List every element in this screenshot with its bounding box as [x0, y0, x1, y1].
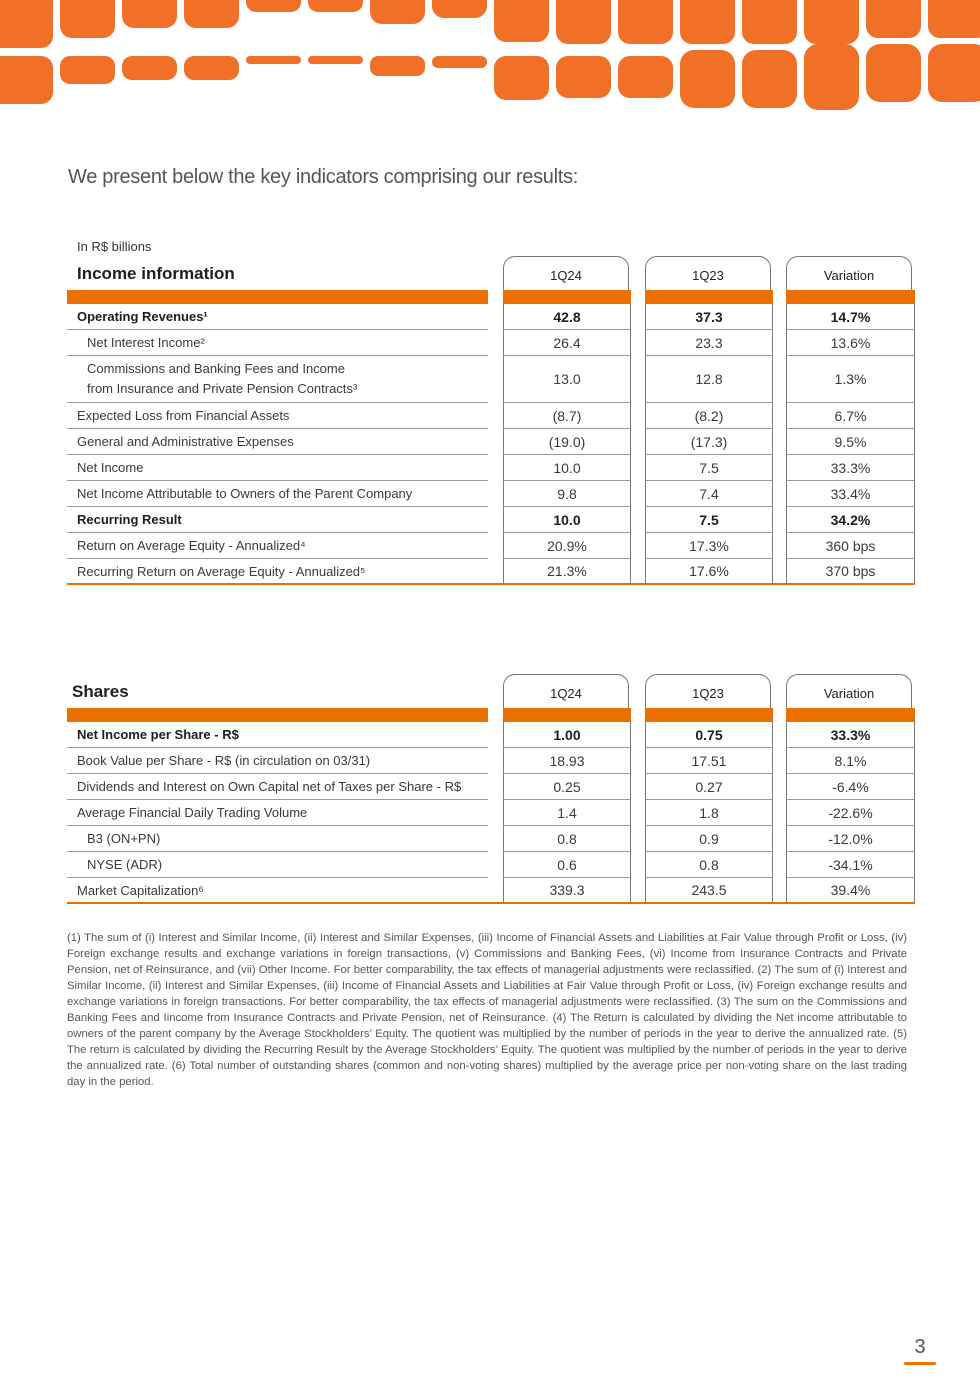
- value-1q24: 1.00: [503, 722, 631, 748]
- value-1q23: 7.5: [645, 455, 773, 481]
- value-variation: 33.4%: [786, 481, 915, 507]
- row-label-line: from Insurance and Private Pension Contracts³: [87, 381, 358, 396]
- value-variation: 370 bps: [786, 559, 915, 585]
- value-1q23: 23.3: [645, 330, 773, 356]
- row-label: Expected Loss from Financial Assets: [67, 403, 488, 429]
- page-number: 3: [914, 1336, 926, 1358]
- row-label: [67, 356, 488, 403]
- value-variation: 34.2%: [786, 507, 915, 533]
- value-variation: -12.0%: [786, 826, 915, 852]
- value-1q24: 42.8: [503, 304, 631, 330]
- column-header-1q24: 1Q24: [503, 256, 629, 290]
- value-variation: -22.6%: [786, 800, 915, 826]
- shares-table: [67, 674, 915, 904]
- table-row: [67, 330, 915, 356]
- shares-table-header: [67, 674, 915, 722]
- value-1q23: 17.3%: [645, 533, 773, 559]
- table-row: [67, 559, 915, 585]
- value-1q23: 7.4: [645, 481, 773, 507]
- income-table-title: Income information: [77, 264, 235, 283]
- header-strip: [503, 708, 631, 722]
- header-strip: [67, 290, 488, 304]
- row-label: NYSE (ADR): [67, 852, 488, 878]
- header-strip: [786, 290, 915, 304]
- income-table: [67, 256, 915, 585]
- value-1q24: 9.8: [503, 481, 631, 507]
- value-1q23: 17.51: [645, 748, 773, 774]
- table-row: [67, 356, 915, 403]
- value-1q23: 0.9: [645, 826, 773, 852]
- value-1q23: 1.8: [645, 800, 773, 826]
- value-1q24: 339.3: [503, 878, 631, 904]
- row-label: Net Income: [67, 455, 488, 481]
- value-1q23: 7.5: [645, 507, 773, 533]
- header-strip: [645, 290, 773, 304]
- row-label: Average Financial Daily Trading Volume: [67, 800, 488, 826]
- unit-label: In R$ billions: [77, 239, 152, 254]
- value-1q23: 0.8: [645, 852, 773, 878]
- value-1q24: 18.93: [503, 748, 631, 774]
- value-variation: 39.4%: [786, 878, 915, 904]
- value-variation: 9.5%: [786, 429, 915, 455]
- table-row: [67, 800, 915, 826]
- table-row: [67, 481, 915, 507]
- value-variation: -34.1%: [786, 852, 915, 878]
- table-row: [67, 774, 915, 800]
- table-row: [67, 455, 915, 481]
- income-table-header: [67, 256, 915, 304]
- table-row: [67, 748, 915, 774]
- row-label: Market Capitalization⁶: [67, 878, 488, 904]
- table-row: [67, 722, 915, 748]
- table-row: [67, 826, 915, 852]
- table-row: [67, 403, 915, 429]
- value-1q23: 0.75: [645, 722, 773, 748]
- column-header-1q24: 1Q24: [503, 674, 629, 708]
- header-pattern: [0, 0, 980, 110]
- table-row: [67, 507, 915, 533]
- row-label: Operating Revenues¹: [67, 304, 488, 330]
- value-1q24: 10.0: [503, 455, 631, 481]
- value-variation: 6.7%: [786, 403, 915, 429]
- shares-table-title: Shares: [72, 682, 129, 701]
- value-1q24: 0.25: [503, 774, 631, 800]
- table-row: [67, 533, 915, 559]
- value-1q23: (17.3): [645, 429, 773, 455]
- row-label: General and Administrative Expenses: [67, 429, 488, 455]
- footnotes: (1) The sum of (i) Interest and Similar Income, (ii) Interest and Similar Expenses, (iii) Income of Financial Assets and Liabilities at Fair Value through Profit or Loss, (iv) Foreign exchange results and exchange variations in foreign transactions, (v) Commissions and Banking Fees, (vi) Income from Insurance Contracts and Private Pension, net of Reinsurance, and (vii) Other Income. For better comparability, the tax effects of managerial adjustments were reclassified. (2) The sum of (i) Interest and Similar Income, (ii) Interest and Similar Expenses, (iii) Income of Financial Assets and Liabilities at Fair Value through Profit or Loss, (iv) Foreign exchange results and exchange variations in foreign transactions. For better comparability, the tax effects of managerial adjustments were reclassified. (3) The sum on the Commissions and Banking Fees and Iincome from Insurance Contracts and Private Pension, net of Reinsurance. (4) The Return is calculated by dividing the Net income attributable to owners of the parent company by the Average Stockholders’ Equity. The quotient was multiplied by the number of periods in the year to derive the annualized rate. (5) The return is calculated by dividing the Recurring Result by the Average Stockholders’ Equity. The quotient was multiplied by the number of periods in the year to derive the annualized rate. (6) Total number of outstanding shares (common and non-voting shares) multiplied by the average price per non-voting share on the last trading day in the period.: [67, 932, 907, 1088]
- value-1q24: 20.9%: [503, 533, 631, 559]
- intro-text: We present below the key indicators comprising our results:: [68, 166, 578, 188]
- row-label: B3 (ON+PN): [67, 826, 488, 852]
- value-1q24: 0.8: [503, 826, 631, 852]
- column-header-variation: Variation: [786, 674, 912, 708]
- value-1q23: 17.6%: [645, 559, 773, 585]
- row-label: Recurring Return on Average Equity - Annualized⁵: [67, 559, 488, 585]
- page-number-underline: [904, 1362, 936, 1365]
- value-1q23: 0.27: [645, 774, 773, 800]
- value-1q23: (8.2): [645, 403, 773, 429]
- header-strip: [67, 708, 488, 722]
- value-variation: -6.4%: [786, 774, 915, 800]
- value-1q24: 26.4: [503, 330, 631, 356]
- value-1q24: 21.3%: [503, 559, 631, 585]
- header-strip: [503, 290, 631, 304]
- row-label: Net Income Attributable to Owners of the Parent Company: [67, 481, 488, 507]
- column-header-variation: Variation: [786, 256, 912, 290]
- table-row: [67, 304, 915, 330]
- value-variation: 13.6%: [786, 330, 915, 356]
- table-row: [67, 429, 915, 455]
- value-1q23: 12.8: [645, 356, 773, 403]
- value-1q24: 1.4: [503, 800, 631, 826]
- row-label: Return on Average Equity - Annualized⁴: [67, 533, 488, 559]
- value-variation: 8.1%: [786, 748, 915, 774]
- value-1q24: (8.7): [503, 403, 631, 429]
- value-1q24: 0.6: [503, 852, 631, 878]
- row-label: Dividends and Interest on Own Capital net of Taxes per Share - R$: [67, 774, 488, 800]
- row-label: Book Value per Share - R$ (in circulation on 03/31): [67, 748, 488, 774]
- table-row: [67, 852, 915, 878]
- value-variation: 1.3%: [786, 356, 915, 403]
- table-row: [67, 878, 915, 904]
- value-variation: 14.7%: [786, 304, 915, 330]
- column-header-1q23: 1Q23: [645, 256, 771, 290]
- value-variation: 33.3%: [786, 722, 915, 748]
- value-1q23: 37.3: [645, 304, 773, 330]
- value-variation: 33.3%: [786, 455, 915, 481]
- row-label: Recurring Result: [67, 507, 488, 533]
- value-variation: 360 bps: [786, 533, 915, 559]
- row-label: Net Interest Income²: [67, 330, 488, 356]
- row-label: Net Income per Share - R$: [67, 722, 488, 748]
- header-strip: [786, 708, 915, 722]
- row-label-line: Commissions and Banking Fees and Income: [87, 361, 345, 376]
- value-1q24: (19.0): [503, 429, 631, 455]
- value-1q24: 13.0: [503, 356, 631, 403]
- value-1q23: 243.5: [645, 878, 773, 904]
- value-1q24: 10.0: [503, 507, 631, 533]
- column-header-1q23: 1Q23: [645, 674, 771, 708]
- header-strip: [645, 708, 773, 722]
